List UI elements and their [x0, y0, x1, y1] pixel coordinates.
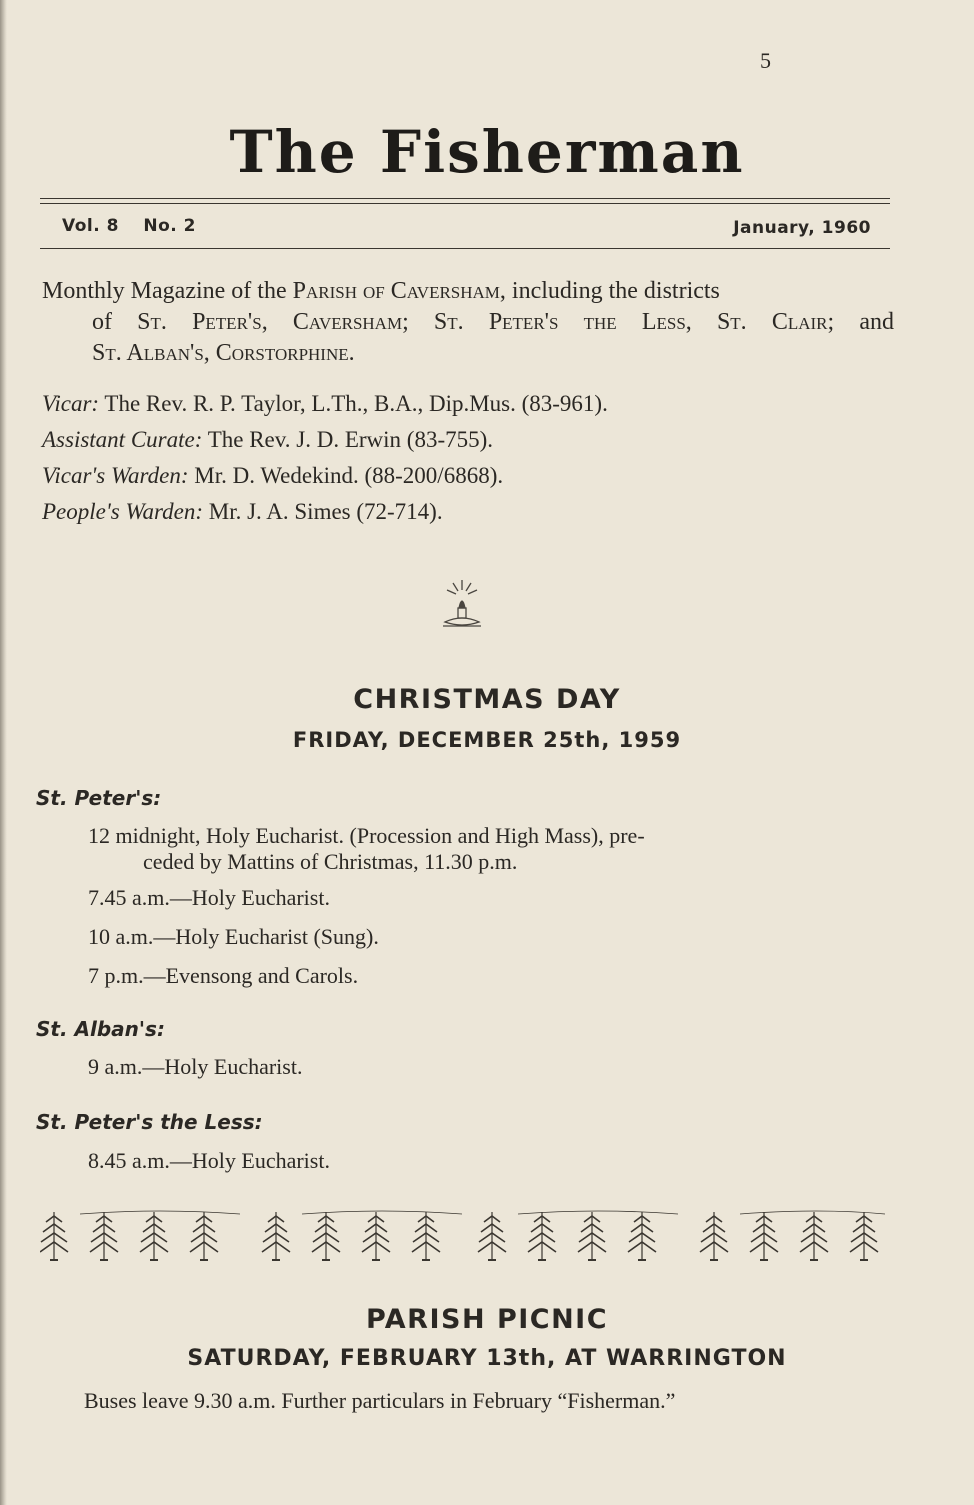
page-binding-shadow [0, 0, 7, 1505]
officer-peoples-warden: People's Warden: Mr. J. A. Simes (72-714). [42, 499, 443, 524]
masthead-rule-bottom [40, 248, 890, 249]
candle-ornament-icon [437, 578, 487, 630]
issue-date: January, 1960 [733, 218, 871, 238]
volume-info [62, 216, 214, 236]
page-number: 5 [760, 48, 771, 73]
picnic-note: Buses leave 9.30 a.m. Further particulars in February “Fisherman.” [84, 1388, 676, 1413]
picnic-date: SATURDAY, FEBRUARY 13th, AT WARRINGTON [187, 1346, 787, 1371]
church-st-peters: St. Peter's: [36, 786, 162, 810]
officer-assistant-curate: Assistant Curate: The Rev. J. D. Erwin (83-755). [42, 427, 494, 452]
district-st-peters-less: St. Peter's the Less, St. Clair; [433, 309, 835, 335]
church-st-albans: St. Alban's: [36, 1017, 165, 1041]
parish-name: Parish of Caversham [292, 278, 500, 304]
service-st-peters-less-8-45: 8.45 a.m.—Holy Eucharist. [88, 1148, 330, 1173]
magazine-description [42, 276, 894, 369]
district-st-peters: St. Peter's, Caversham; [137, 309, 409, 335]
district-st-albans: St. Alban's, Corstorphine. [92, 340, 355, 366]
service-midnight: 12 midnight, Holy Eucharist. (Procession and High Mass), pre- ceded by Mattins of Christmas, 11.30 p.m. [88, 823, 645, 874]
christmas-tree-row-icon [40, 1210, 890, 1266]
picnic-heading: PARISH PICNIC [365, 1304, 609, 1335]
parish-officers [42, 386, 608, 530]
officer-vicars-warden: Vicar's Warden: Mr. D. Wedekind. (88-200/6868). [42, 463, 504, 488]
service-10am: 10 a.m.—Holy Eucharist (Sung). [88, 924, 379, 949]
issue-number: No. 2 [143, 216, 196, 236]
masthead-rule-top-inner [40, 203, 890, 204]
description-line-1: Monthly Magazine of the Parish of Caversham, including the districts [42, 278, 720, 304]
christmas-date: FRIDAY, DECEMBER 25th, 1959 [292, 728, 682, 752]
service-st-albans-9am: 9 a.m.—Holy Eucharist. [88, 1054, 303, 1079]
church-st-peters-less: St. Peter's the Less: [36, 1110, 263, 1134]
masthead-title: The Fisherman [229, 118, 745, 186]
service-7pm: 7 p.m.—Evensong and Carols. [88, 963, 359, 988]
volume-number: Vol. 8 [62, 216, 119, 236]
service-7-45: 7.45 a.m.—Holy Eucharist. [88, 885, 330, 910]
christmas-heading: CHRISTMAS DAY [353, 684, 621, 715]
masthead-rule-top [40, 198, 890, 199]
officer-vicar: Vicar: The Rev. R. P. Taylor, L.Th., B.A., Dip.Mus. (83-961). [42, 391, 608, 416]
description-line-2: of St. Peter's, Caversham; St. Peter's the Less, St. Clair; and [92, 309, 895, 335]
